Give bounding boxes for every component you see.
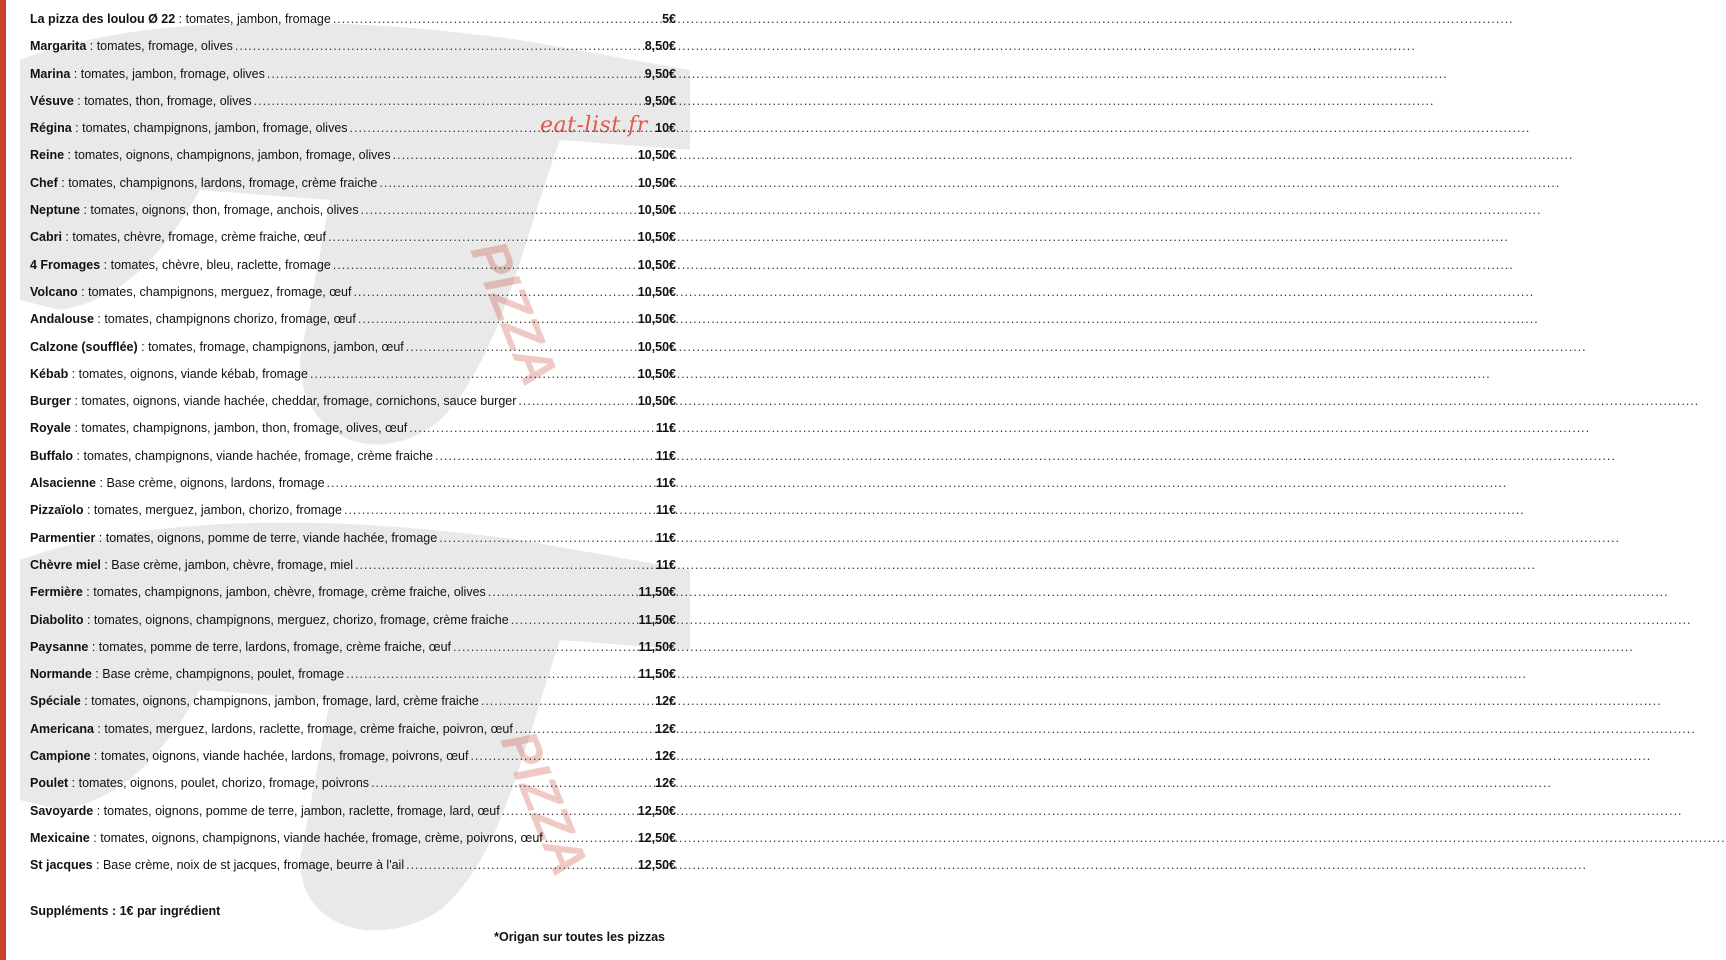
pizza-ingredients: tomates, thon, fromage, olives — [84, 93, 252, 108]
pizza-ingredients: tomates, oignons, poulet, chorizo, fromage, poivrons — [78, 776, 370, 791]
pizza-ingredients: tomates, merguez, jambon, chorizo, fromage — [93, 503, 342, 518]
pizza-price: 5€ — [662, 12, 676, 26]
dot-leader — [481, 688, 653, 715]
dot-leader — [346, 661, 636, 688]
pizza-name: Pizzaïolo — [30, 503, 84, 518]
menu-item — [30, 170, 676, 197]
eat-list-watermark: eat-list.fr — [540, 113, 648, 138]
menu-item — [30, 33, 676, 60]
pizza-ingredients: tomates, chèvre, bleu, raclette, fromage — [110, 257, 331, 272]
menu-item — [30, 279, 676, 306]
pizza-name: Régina — [30, 121, 72, 136]
menu-item — [30, 6, 676, 33]
name-separator: : — [61, 230, 73, 245]
pizza-ingredients: tomates, fromage, olives — [96, 39, 233, 54]
pizza-price: 10,50€ — [637, 284, 676, 299]
pizza-ingredients: tomates, oignons, thon, fromage, anchois, olives — [90, 203, 359, 218]
pizza-name: Calzone (soufflée) — [30, 339, 138, 354]
pizza-name: Buffalo — [30, 448, 74, 463]
dot-leader — [515, 716, 653, 743]
pizza-price: 12€ — [655, 694, 676, 709]
pizza-price: 12,50€ — [637, 858, 676, 873]
menu-item — [30, 525, 676, 552]
pizza-name: Americana — [30, 721, 94, 736]
pizza-ingredients: tomates, oignons, champignons, viande hachée, fromage, crème, poivrons, œuf — [100, 830, 543, 845]
name-separator: : — [93, 803, 104, 818]
pizza-name: Paysanne — [30, 639, 89, 654]
pizza-price: 10,50€ — [637, 257, 676, 272]
menu-item — [30, 306, 676, 333]
pizza-ingredients: tomates, champignons, jambon, fromage, olives — [82, 121, 348, 136]
dot-leader — [328, 224, 636, 251]
name-separator: : — [68, 366, 79, 381]
menu-item — [30, 579, 676, 606]
pizza-name: Campione — [30, 749, 91, 764]
pizza-price: 11,50€ — [638, 639, 676, 654]
pizza-name: Chef — [30, 175, 58, 190]
pizza-name: Neptune — [30, 203, 80, 218]
menu-item — [30, 224, 676, 251]
pizza-ingredients: tomates, oignons, viande hachée, lardons, fromage, poivrons, œuf — [100, 749, 469, 764]
dot-leader — [406, 852, 636, 879]
name-separator: : — [91, 667, 103, 682]
name-separator: : — [89, 830, 101, 845]
pizza-price: 12€ — [655, 776, 676, 791]
pizza-ingredients: tomates, oignons, champignons, jambon, fromage, lard, crème fraiche — [91, 694, 479, 709]
name-separator: : — [77, 284, 89, 299]
dot-leader — [511, 607, 637, 634]
dot-leader — [435, 443, 654, 470]
pizza-name: Alsacienne — [30, 476, 97, 491]
dot-leader — [545, 825, 636, 852]
menu-item — [30, 388, 676, 415]
pizza-price: 10,50€ — [637, 175, 676, 190]
pizza-price: 11€ — [655, 421, 676, 436]
menu-item — [30, 852, 676, 879]
pizza-price: 8,50€ — [644, 39, 676, 54]
pizza-name: 4 Fromages — [30, 257, 101, 272]
pizza-ingredients: Base crème, jambon, chèvre, fromage, miel — [111, 557, 354, 572]
pizza-ingredients: tomates, champignons, lardons, fromage, crème fraiche — [68, 175, 378, 190]
pizza-name: Spéciale — [30, 694, 81, 709]
pizza-name: Mexicaine — [30, 830, 90, 845]
name-separator: : — [83, 612, 94, 627]
pizza-name: Cabri — [30, 230, 62, 245]
pizza-name: Diabolito — [30, 612, 84, 627]
pizza-ingredients: tomates, champignons, merguez, fromage, œuf — [88, 284, 352, 299]
menu-item — [30, 634, 676, 661]
menu-item — [30, 552, 676, 579]
dot-leader — [439, 525, 654, 552]
pizza-ingredients: tomates, champignons chorizo, fromage, œuf — [104, 312, 356, 327]
pizza-ingredients: Base crème, oignons, lardons, fromage — [106, 476, 325, 491]
name-separator: : — [64, 148, 75, 163]
menu-item — [30, 743, 676, 770]
pizza-ingredients: tomates, champignons, jambon, thon, fromage, olives, œuf — [81, 421, 408, 436]
menu-item — [30, 142, 676, 169]
pizza-name: Poulet — [30, 776, 69, 791]
pizza-price: 10,50€ — [637, 230, 676, 245]
pizza-price: 11,50€ — [638, 612, 676, 627]
dot-leader — [502, 798, 636, 825]
pizza-name: La pizza des loulou Ø 22 — [30, 12, 176, 26]
pizza-ingredients: tomates, merguez, lardons, raclette, fromage, crème fraiche, poivron, œuf — [104, 721, 513, 736]
pizza-name: Andalouse — [30, 312, 94, 327]
pizza-ingredients: tomates, oignons, pomme de terre, viande hachée, fromage — [105, 530, 438, 545]
pizza-name: Normande — [30, 667, 92, 682]
menu-item — [30, 798, 676, 825]
menu-item — [30, 688, 676, 715]
pizza-ingredients: tomates, oignons, viande hachée, cheddar, fromage, cornichons, sauce burger — [81, 394, 517, 409]
pizza-price: 10€ — [655, 121, 676, 136]
pizza-ingredients: tomates, fromage, champignons, jambon, œuf — [148, 339, 404, 354]
dot-leader — [350, 115, 654, 142]
dot-leader — [254, 88, 643, 115]
pizza-name: Royale — [30, 421, 71, 436]
dot-leader — [361, 197, 636, 224]
pizza-price: 12€ — [655, 721, 676, 736]
dot-leader — [333, 252, 636, 279]
menu-item — [30, 716, 676, 743]
pizza-name: Burger — [30, 394, 71, 409]
menu-item — [30, 252, 676, 279]
menu-item — [30, 334, 676, 361]
pizza-name: Margarita — [30, 39, 87, 54]
name-separator: : — [92, 858, 103, 873]
dot-leader — [235, 33, 643, 60]
pizza-name: Parmentier — [30, 530, 96, 545]
pizza-ingredients: Base crème, champignons, poulet, fromage — [102, 667, 345, 682]
menu-item — [30, 607, 676, 634]
pizza-name: Volcano — [30, 284, 78, 299]
name-separator: : — [80, 694, 92, 709]
pizza-price: 12,50€ — [637, 830, 676, 845]
name-separator: : — [88, 639, 99, 654]
menu-item — [30, 115, 676, 142]
name-separator: : — [73, 448, 84, 463]
menu-item — [30, 88, 676, 115]
name-separator: : — [93, 721, 105, 736]
menu-item — [30, 197, 676, 224]
name-separator: : — [71, 421, 82, 436]
pizza-name: Chèvre miel — [30, 557, 101, 572]
dot-leader — [267, 61, 643, 88]
dot-leader — [355, 552, 654, 579]
name-separator: : — [137, 339, 149, 354]
pizza-price: 11€ — [655, 503, 676, 518]
pizza-menu-list — [30, 6, 676, 880]
pizza-name: Marina — [30, 66, 71, 81]
pizza-name: St jacques — [30, 858, 93, 873]
pizza-price: 11,50€ — [638, 667, 676, 682]
name-separator: : — [175, 12, 186, 26]
pizza-ingredients: tomates, pomme de terre, lardons, fromage, crème fraiche, œuf — [98, 639, 452, 654]
pizza-ingredients: tomates, oignons, champignons, jambon, fromage, olives — [74, 148, 391, 163]
dot-leader — [409, 415, 654, 442]
dot-leader — [371, 770, 653, 797]
red-edge-strip — [0, 0, 6, 960]
pizza-ingredients: tomates, chèvre, fromage, crème fraiche, œuf — [72, 230, 326, 245]
menu-item — [30, 470, 676, 497]
pizza-price: 11€ — [655, 448, 676, 463]
menu-item — [30, 361, 676, 388]
pizza-name: Savoyarde — [30, 803, 94, 818]
dot-leader — [453, 634, 636, 661]
pizza-ingredients: tomates, oignons, viande kébab, fromage — [78, 366, 308, 381]
menu-item — [30, 825, 676, 852]
pizza-ingredients: tomates, jambon, fromage — [185, 12, 331, 26]
name-separator: : — [71, 121, 83, 136]
pizza-logo-text-bottom: PIZZA — [488, 722, 599, 884]
dot-leader — [393, 142, 636, 169]
origan-footnote: *Origan sur toutes les pizzas — [494, 930, 665, 944]
dot-leader — [344, 497, 654, 524]
name-separator: : — [100, 257, 111, 272]
pizza-price: 12,50€ — [637, 803, 676, 818]
pizza-price: 10,50€ — [637, 148, 676, 163]
pizza-ingredients: tomates, champignons, viande hachée, fromage, crème fraiche — [83, 448, 433, 463]
pizza-price: 11€ — [655, 530, 676, 545]
pizza-ingredients: tomates, jambon, fromage, olives — [80, 66, 265, 81]
pizza-price: 10,50€ — [637, 339, 676, 354]
pizza-name: Vésuve — [30, 93, 74, 108]
dot-leader — [518, 388, 635, 415]
pizza-name: Fermière — [30, 585, 83, 600]
name-separator: : — [86, 39, 97, 54]
pizza-ingredients: Base crème, noix de st jacques, fromage, beurre à l'ail — [102, 858, 405, 873]
pizza-price: 9,50€ — [644, 93, 676, 108]
name-separator: : — [93, 312, 105, 327]
pizza-name: Reine — [30, 148, 65, 163]
name-separator: : — [68, 776, 79, 791]
supplements-note: Suppléments : 1€ par ingrédient — [30, 904, 221, 918]
name-separator: : — [96, 476, 107, 491]
menu-item — [30, 661, 676, 688]
menu-item — [30, 443, 676, 470]
pizza-name: Kébab — [30, 366, 69, 381]
dot-leader — [470, 743, 653, 770]
pizza-price: 10,50€ — [637, 394, 676, 409]
dot-leader — [488, 579, 637, 606]
pizza-logo-text-top: PIZZA — [458, 232, 569, 394]
menu-item — [30, 61, 676, 88]
pizza-price: 10,50€ — [637, 203, 676, 218]
name-separator: : — [70, 66, 81, 81]
dot-leader — [379, 170, 635, 197]
dot-leader — [353, 279, 635, 306]
dot-leader — [406, 334, 636, 361]
name-separator: : — [73, 93, 85, 108]
name-separator: : — [70, 394, 82, 409]
name-separator: : — [83, 503, 94, 518]
name-separator: : — [82, 585, 94, 600]
name-separator: : — [95, 530, 106, 545]
pizza-price: 11,50€ — [638, 585, 676, 600]
dot-leader — [327, 470, 654, 497]
name-separator: : — [100, 557, 112, 572]
pizza-price: 9,50€ — [644, 66, 676, 81]
pizza-price: 11€ — [655, 476, 676, 491]
menu-item — [30, 415, 676, 442]
pizza-ingredients: tomates, oignons, champignons, merguez, chorizo, fromage, crème fraiche — [93, 612, 509, 627]
menu-item — [30, 770, 676, 797]
pizza-price: 10,50€ — [637, 312, 676, 327]
pizza-ingredients: tomates, champignons, jambon, chèvre, fromage, crème fraiche, olives — [93, 585, 486, 600]
name-separator: : — [57, 175, 69, 190]
pizza-price: 10,50€ — [637, 366, 676, 381]
name-separator: : — [80, 203, 91, 218]
pizza-price: 11€ — [655, 557, 676, 572]
dot-leader — [333, 6, 660, 33]
dot-leader — [310, 361, 636, 388]
dot-leader — [358, 306, 636, 333]
pizza-ingredients: tomates, oignons, pomme de terre, jambon, raclette, fromage, lard, œuf — [103, 803, 500, 818]
name-separator: : — [90, 749, 101, 764]
menu-item — [30, 497, 676, 524]
pizza-price: 12€ — [655, 749, 676, 764]
